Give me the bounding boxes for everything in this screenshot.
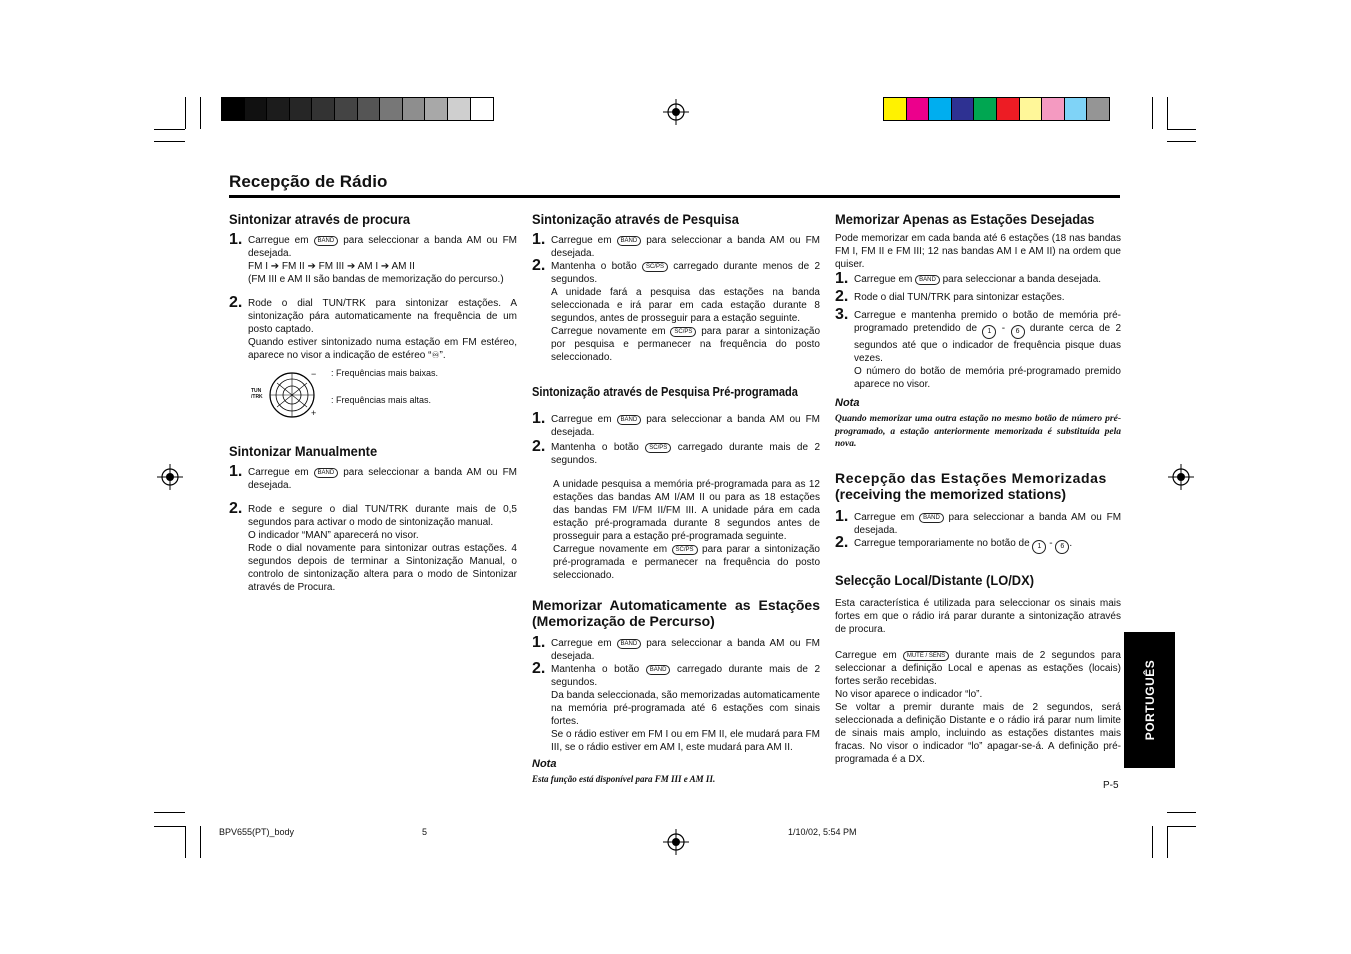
crop-mark [1167, 812, 1196, 813]
crop-mark [1167, 826, 1196, 827]
color-swatch [1086, 97, 1110, 121]
step-1: 1. Carregue em BAND para seleccionar a banda AM ou FM desejada. [532, 410, 821, 438]
preset-1-button-icon: 1 [982, 325, 996, 339]
mute-sens-button-icon: MUTE / SENS [903, 651, 949, 661]
plus-icon: + [311, 408, 317, 418]
crop-mark [185, 826, 186, 858]
scps-button-icon: SC/PS [672, 545, 698, 555]
band-button-icon: BAND [915, 275, 940, 285]
color-swatch [357, 97, 381, 121]
band-button-icon: BAND [617, 236, 642, 246]
stereo-icon: ♾ [431, 350, 440, 360]
crop-mark [200, 826, 201, 858]
color-swatch [1019, 97, 1043, 121]
color-swatch [266, 97, 290, 121]
color-swatch [470, 97, 494, 121]
page-number: P-5 [1103, 780, 1119, 791]
band-button-icon: BAND [314, 236, 339, 246]
color-swatch [424, 97, 448, 121]
paragraph: Pode memorizar em cada banda até 6 estações (18 nas bandas FM I, FM II e FM III; 12 nas bandas AM I e AM II) na ordem que quiser. [835, 233, 1121, 270]
column-3 [835, 211, 1121, 766]
color-swatch [973, 97, 997, 121]
crop-mark [1167, 129, 1196, 130]
preset-6-button-icon: 6 [1011, 325, 1025, 339]
band-button-icon: BAND [617, 415, 642, 425]
note-text: Quando memorizar uma outra estação no mesmo botão de número pré-programado, a estação anteriormente memorizada é substituída pela nova. [835, 414, 1121, 449]
registration-mark-icon [157, 464, 183, 490]
color-swatch [379, 97, 403, 121]
step-2: 2. Rode o dial TUN/TRK para sintonizar estações. [835, 288, 1065, 305]
footer-date: 1/10/02, 5:54 PM [788, 827, 857, 837]
scps-button-icon: SC/PS [670, 327, 696, 337]
minus-icon: − [311, 369, 317, 379]
section-heading: Sintonizar Manualmente [229, 443, 378, 459]
band-button-icon: BAND [314, 468, 339, 478]
band-button-icon: BAND [617, 639, 642, 649]
band-button-icon: BAND [919, 513, 944, 523]
step-2: 2. Rode o dial TUN/TRK para sintonizar estações. A sintonização pára automaticamente na frequência de um posto captado. Quando estiver sintonizado numa estação em FM estéreo, aparece no visor a indicação de estéreo “♾”. [229, 294, 517, 361]
section-heading: Memorizar Automaticamente as Estações (Memorização de Percurso) [532, 597, 820, 629]
color-swatch [244, 97, 268, 121]
preset-1-button-icon: 1 [1032, 540, 1046, 554]
crop-mark [1167, 826, 1168, 858]
color-swatch [883, 97, 907, 121]
column-1 [229, 211, 517, 594]
step-1: 1. Carregue em BAND para seleccionar a banda AM ou FM desejada. [532, 231, 821, 259]
section-heading: Memorizar Apenas as Estações Desejadas [835, 211, 1095, 227]
section-heading: Selecção Local/Distante (LO/DX) [835, 571, 1034, 588]
section-heading: Sintonizar através de procura [229, 211, 411, 227]
color-swatch [951, 97, 975, 121]
footer-file: BPV655(PT)_body [219, 827, 295, 837]
step-2: 2. Mantenha o botão SC/PS carregado durante menos de 2 segundos. A unidade fará a pesquisa das estações na banda seleccionada e irá parar em cada estação durante 8 segundos, antes de prosseguir para a estação seguinte. Carregue novamente em SC/PS para parar a sintonização por pesquisa e permanecer na frequência do posto seleccionado. [532, 257, 821, 363]
registration-mark-icon [1168, 464, 1194, 490]
page-title: Recepção de Rádio [229, 172, 388, 191]
color-swatch [289, 97, 313, 121]
color-swatch [311, 97, 335, 121]
section-heading: (receiving the memorized stations) [835, 485, 1067, 502]
crop-mark [185, 97, 186, 129]
section-heading: Sintonização através de Pesquisa Pré-programada [532, 384, 798, 399]
step-1: 1. Carregue em BAND para seleccionar a banda AM ou FM desejada. FM I ➔ FM II ➔ FM III ➔ AM I ➔ AM II (FM III e AM II são bandas de memorização do percurso.) [229, 231, 518, 285]
crop-mark [200, 97, 201, 129]
step-2: 2. Mantenha o botão BAND carregado durante mais de 2 segundos. Da banda seleccionada, são memorizadas automaticamente na memória pré-programada até 6 estações com sinais fortes. Se o rádio estiver em FM I ou em FM II, ele mudará para FM III, se o rádio estiver em AM I, este mudará para AM II. [532, 660, 821, 753]
crop-mark [1167, 97, 1168, 129]
step-1: 1. Carregue em BAND para seleccionar a banda desejada. [835, 270, 1102, 287]
crop-mark [154, 826, 185, 827]
crop-mark [154, 812, 185, 813]
crop-mark [1152, 97, 1153, 129]
footer-sheet: 5 [422, 827, 428, 837]
language-tab: PORTUGUÊS [1124, 632, 1175, 768]
step-1: 1. Carregue em BAND para seleccionar a banda AM ou FM desejada. [532, 634, 821, 662]
dial-diagram: TUN /TRK − + : Frequências mais baixas. : Frequências mais altas. [251, 368, 439, 418]
color-swatch [996, 97, 1020, 121]
paragraph: Carregue em MUTE / SENS durante mais de 2 segundos para seleccionar a definição Local e apenas as estações (locais) fortes serão recebidas. No visor aparece o indicador “lo”. Se voltar a premir durante mais de 2 segundos, será seleccionada a definição Distante e o rádio irá parar num limite de sinais mais amplo, incluindo as estações distantes mais fracas. No visor o indicador “lo” apagar-se-á. A definição pré-programada é a DX. [835, 649, 1121, 765]
paragraph: A unidade pesquisa a memória pré-programada para as 12 estações das bandas AM I/AM II ou para as 18 estações das bandas FM I/FM II/FM III. A unidade pára em cada estação pré-programada durante 8 segundos antes de prosseguir para a estação pré-programada seguinte. Carregue novamente em SC/PS para parar a sintonização pré-programada e permanecer na frequência do posto seleccionado. [553, 479, 820, 581]
tun-trk-dial-icon [267, 370, 317, 420]
color-swatch [1041, 97, 1065, 121]
paragraph: Esta característica é utilizada para seleccionar os sinais mais fortes em que o rádio irá parar durante a sintonização através de procura. [835, 597, 1121, 635]
band-sequence: FM I ➔ FM II ➔ FM III ➔ AM I ➔ AM II [248, 261, 415, 272]
step-2: 2. Mantenha o botão SC/PS carregado durante mais de 2 segundos. [532, 438, 821, 466]
crop-mark [1152, 826, 1153, 858]
crop-mark [154, 141, 185, 142]
preset-6-button-icon: 6 [1055, 540, 1069, 554]
crop-mark [1167, 141, 1196, 142]
scps-button-icon: SC/PS [642, 262, 668, 272]
color-swatch [402, 97, 426, 121]
color-swatch [334, 97, 358, 121]
scps-button-icon: SC/PS [645, 443, 671, 453]
step-2: 2. Carregue temporariamente no botão de 1 - 6 . [835, 537, 1121, 554]
section-heading: Recepção das Estações Memorizadas [835, 469, 1107, 486]
note-label: Nota [835, 397, 860, 409]
color-swatch [928, 97, 952, 121]
color-swatch [906, 97, 930, 121]
step-2: 2. Rode e segure o dial TUN/TRK durante mais de 0,5 segundos para activar o modo de sintonização manual. O indicador “MAN” aparecerá no visor. Rode o dial novamente para sintonizar outras estações. 4 segundos depois de terminar a Sintonização Manual, o controlo de sintonização altera para o modo de Sintonizar através de Procura. [229, 500, 517, 593]
color-swatch [221, 97, 245, 121]
column-2 [532, 211, 820, 786]
registration-mark-icon [663, 99, 689, 125]
note-text: Esta função está disponível para FM III e AM II. [532, 774, 716, 784]
title-rule [229, 195, 1120, 198]
step-3: 3. Carregue e mantenha premido o botão de memória pré-programado pretendido de 1 - 6 durante cerca de 2 segundos até que o indicador de frequência pisque duas vezes. O número do botão de memória pré-programado premido aparece no visor. [835, 306, 1122, 390]
step-1: 1. Carregue em BAND para seleccionar a banda AM ou FM desejada. [835, 507, 1122, 536]
band-button-icon: BAND [646, 665, 671, 675]
registration-mark-icon [663, 829, 689, 855]
step-1: 1. Carregue em BAND para seleccionar a banda AM ou FM desejada. [229, 463, 518, 491]
section-heading: Sintonização através de Pesquisa [532, 211, 739, 227]
crop-mark [154, 129, 185, 130]
color-swatch [1064, 97, 1088, 121]
note-label: Nota [532, 758, 557, 770]
color-swatch [447, 97, 471, 121]
